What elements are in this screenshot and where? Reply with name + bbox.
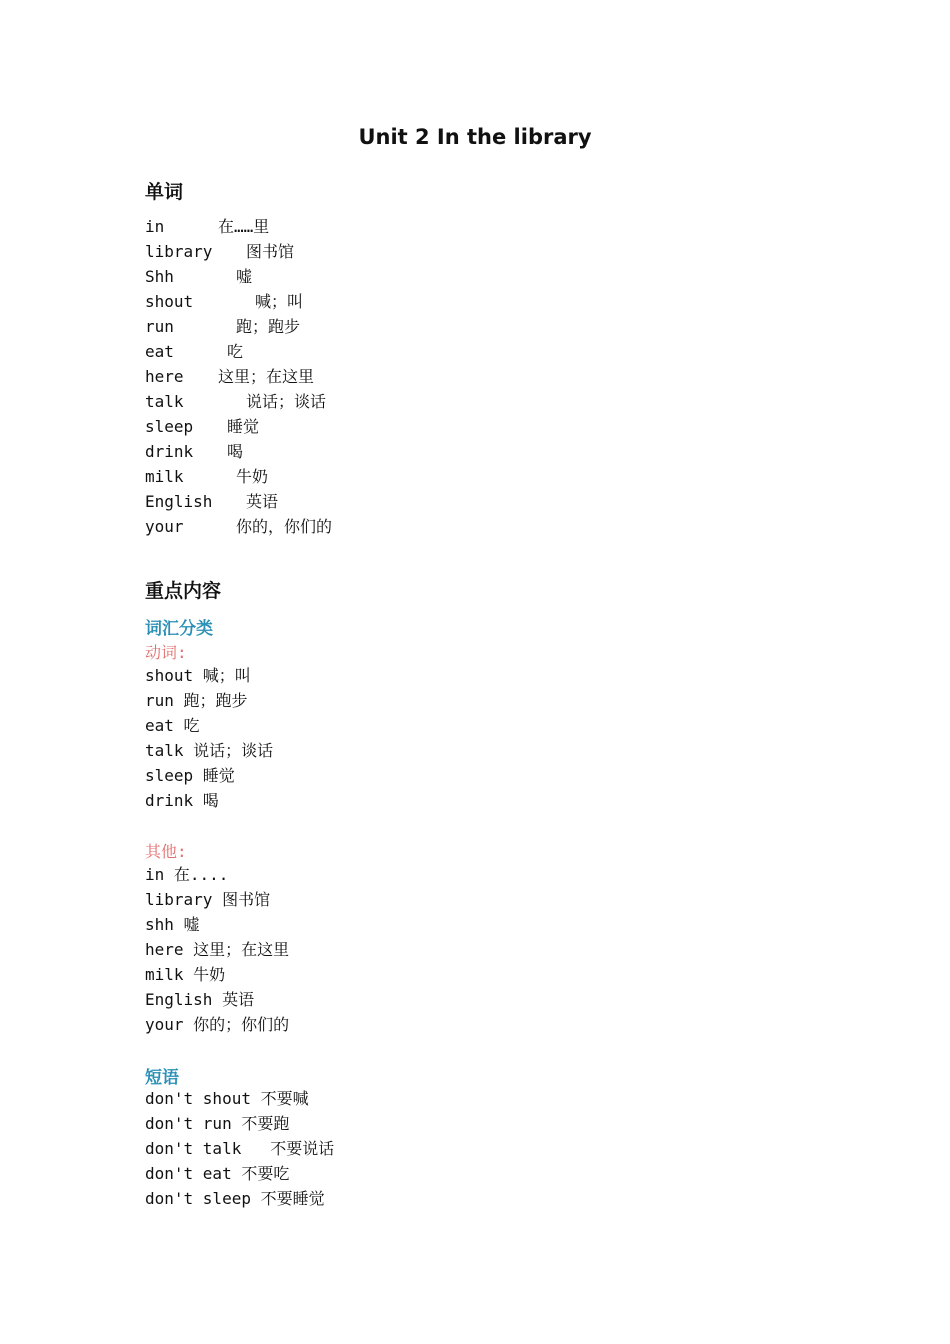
list-item: eat 吃 xyxy=(145,716,200,735)
list-item: don't sleep 不要睡觉 xyxy=(145,1189,325,1208)
vocab-row xyxy=(145,439,244,464)
vocab-row xyxy=(145,389,327,414)
vocab-row xyxy=(145,414,260,439)
vocab-word: shout xyxy=(145,292,194,311)
list-item: don't eat 不要吃 xyxy=(145,1164,290,1183)
list-item: library 图书馆 xyxy=(145,890,271,909)
vocab-word: talk xyxy=(145,392,184,411)
vocab-word: your xyxy=(145,517,184,536)
vocab-meaning: 这里；在这里 xyxy=(218,367,315,386)
vocab-word: milk xyxy=(145,467,184,486)
list-item: sleep 睡觉 xyxy=(145,766,235,785)
vocab-word: eat xyxy=(145,342,174,361)
vocab-meaning: 喝 xyxy=(227,442,244,461)
vocab-heading: 单词 xyxy=(145,181,184,203)
vocab-row xyxy=(145,264,253,289)
vocab-word: drink xyxy=(145,442,194,461)
list-item: run 跑；跑步 xyxy=(145,691,248,710)
list-item: shh 嘘 xyxy=(145,915,200,934)
vocab-row xyxy=(145,239,295,264)
vocab-row xyxy=(145,314,301,339)
list-item: drink 喝 xyxy=(145,791,219,810)
vocab-meaning: 在……里 xyxy=(218,217,270,236)
page-title: Unit 2 In the library xyxy=(358,125,592,149)
vocab-meaning: 睡觉 xyxy=(227,417,260,436)
phrases-heading: 短语 xyxy=(145,1068,179,1088)
list-item: here 这里；在这里 xyxy=(145,940,290,959)
vocab-meaning: 图书馆 xyxy=(246,242,295,261)
list-item: don't talk 不要说话 xyxy=(145,1139,335,1158)
vocab-word: library xyxy=(145,242,213,261)
vocab-row xyxy=(145,289,304,314)
list-item: milk 牛奶 xyxy=(145,965,226,984)
vocab-word: English xyxy=(145,492,213,511)
vocab-row xyxy=(145,489,279,514)
vocab-meaning: 喊；叫 xyxy=(255,292,304,311)
vocab-word: run xyxy=(145,317,174,336)
vocab-meaning: 嘘 xyxy=(236,267,253,286)
list-item: don't shout 不要喊 xyxy=(145,1089,309,1108)
vocab-meaning: 牛奶 xyxy=(236,467,269,486)
verbs-label: 动词: xyxy=(145,643,187,662)
list-item: don't run 不要跑 xyxy=(145,1114,290,1133)
vocab-row xyxy=(145,214,270,239)
vocab-meaning: 跑；跑步 xyxy=(236,317,301,336)
vocab-meaning: 你的，你们的 xyxy=(236,517,333,536)
vocab-row xyxy=(145,464,269,489)
vocab-row xyxy=(145,364,315,389)
others-label: 其他: xyxy=(145,842,187,861)
list-item: in 在.... xyxy=(145,865,229,884)
vocab-meaning: 说话；谈话 xyxy=(246,392,327,411)
list-item: talk 说话；谈话 xyxy=(145,741,274,760)
vocab-word: sleep xyxy=(145,417,194,436)
classification-heading: 词汇分类 xyxy=(145,619,213,639)
vocab-meaning: 英语 xyxy=(246,492,279,511)
key-content-heading: 重点内容 xyxy=(145,580,222,602)
vocab-word: Shh xyxy=(145,267,174,286)
vocab-word: in xyxy=(145,217,165,236)
vocab-meaning: 吃 xyxy=(227,342,244,361)
vocab-word: here xyxy=(145,367,184,386)
list-item: shout 喊；叫 xyxy=(145,666,251,685)
list-item: English 英语 xyxy=(145,990,255,1009)
vocab-row xyxy=(145,339,244,364)
list-item: your 你的；你们的 xyxy=(145,1015,290,1034)
vocab-row xyxy=(145,514,333,539)
